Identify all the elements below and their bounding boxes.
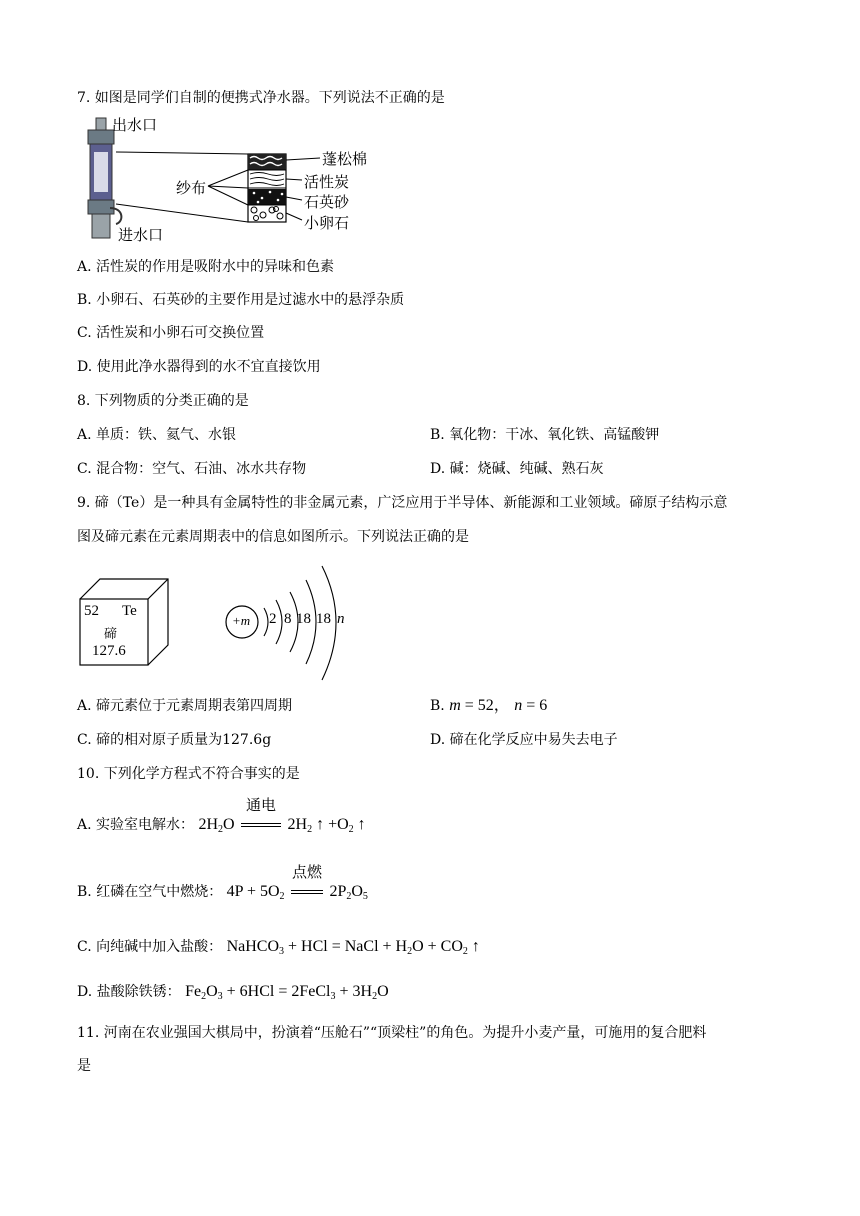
shell-5-count: n	[337, 611, 345, 627]
q10-option-c: C. 向纯碱中加入盐酸： NaHCO$_3$ + HCl = NaCl + $H_2O + CO_2$ ↑	[77, 938, 480, 957]
water-purifier-figure	[80, 112, 400, 248]
element-mass: 127.6	[92, 643, 126, 659]
q10-option-a: A. 实验室电解水： $2H_2O$ 通电 $2H_2$ ↑ $+O_2$ ↑	[77, 796, 366, 835]
q9-option-d: D. 碲在化学反应中易失去电子	[430, 732, 618, 748]
layer-label-pebble: 小卵石	[304, 214, 350, 232]
q8-option-a: A. 单质：铁、氦气、水银	[77, 427, 237, 443]
q9-option-c: C. 碲的相对原子质量为127.6g	[77, 732, 272, 748]
element-card	[78, 575, 170, 667]
q7-option-d: D. 使用此净水器得到的水不宜直接饮用	[77, 359, 321, 375]
shell-2-count: 8	[284, 611, 292, 627]
quartz-sand-layer	[248, 189, 286, 205]
fluffy-cotton-layer	[248, 154, 286, 170]
q8-option-c: C. 混合物：空气、石油、冰水共存物	[77, 461, 307, 477]
shell-1-count: 2	[269, 611, 277, 627]
layer-label-sand: 石英砂	[304, 193, 350, 211]
q8-stem: 8. 下列物质的分类正确的是	[77, 393, 249, 409]
element-name: 碲	[104, 627, 118, 642]
element-number: 52	[84, 603, 99, 619]
inlet-label: 进水口	[118, 226, 164, 244]
layer-label-carbon: 活性炭	[304, 173, 350, 191]
q9-option-a: A. 碲元素位于元素周期表第四周期	[77, 698, 293, 714]
q7-option-a: A. 活性炭的作用是吸附水中的异味和色素	[77, 259, 335, 275]
layer-label-cotton: 蓬松棉	[322, 150, 368, 168]
gauze-label: 纱布	[176, 179, 207, 197]
atom-structure	[224, 556, 364, 686]
q7-stem: 7. 如图是同学们自制的便携式净水器。下列说法不正确的是	[77, 90, 445, 106]
shell-4-count: 18	[316, 611, 331, 627]
q7-option-c: C. 活性炭和小卵石可交换位置	[77, 325, 265, 341]
q9-stem-line1: 9. 碲（Te）是一种具有金属特性的非金属元素，广泛应用于半导体、新能源和工业领域。碲原子结构示意	[77, 495, 728, 511]
q10-stem: 10. 下列化学方程式不符合事实的是	[77, 766, 300, 782]
q7-option-b: B. 小卵石、石英砂的主要作用是过滤水中的悬浮杂质	[77, 292, 405, 308]
condition-ignite: 点燃	[291, 863, 322, 881]
q8-option-d: D. 碱：烧碱、纯碱、熟石灰	[430, 461, 604, 477]
outlet-label: 出水口	[112, 116, 158, 134]
condition-electrolysis: 通电	[246, 796, 277, 814]
element-symbol: Te	[122, 603, 137, 619]
nucleus-label: +m	[232, 613, 251, 628]
q11-stem-line1: 11. 河南在农业强国大棋局中，扮演着“压舱石”“顶梁柱”的角色。为提升小麦产量，可施用的复合肥料	[77, 1025, 707, 1041]
q11-stem-line2: 是	[77, 1058, 91, 1074]
shell-3-count: 18	[296, 611, 311, 627]
q9-option-b: B. m = 52， n = 6	[430, 697, 548, 714]
q9-stem-line2: 图及碲元素在元素周期表中的信息如图所示。下列说法正确的是	[77, 529, 469, 545]
q10-option-d: D. 盐酸除铁锈： $Fe_2O_3 + 6HCl$ = 2FeCl$_3$ + $3H_2O$	[77, 983, 389, 1002]
q10-option-b: B. 红磷在空气中燃烧： $4P + 5O_2$ 点燃 $2P_2O_5$	[77, 863, 368, 902]
q8-option-b: B. 氧化物：干冰、氧化铁、高锰酸钾	[430, 427, 660, 443]
